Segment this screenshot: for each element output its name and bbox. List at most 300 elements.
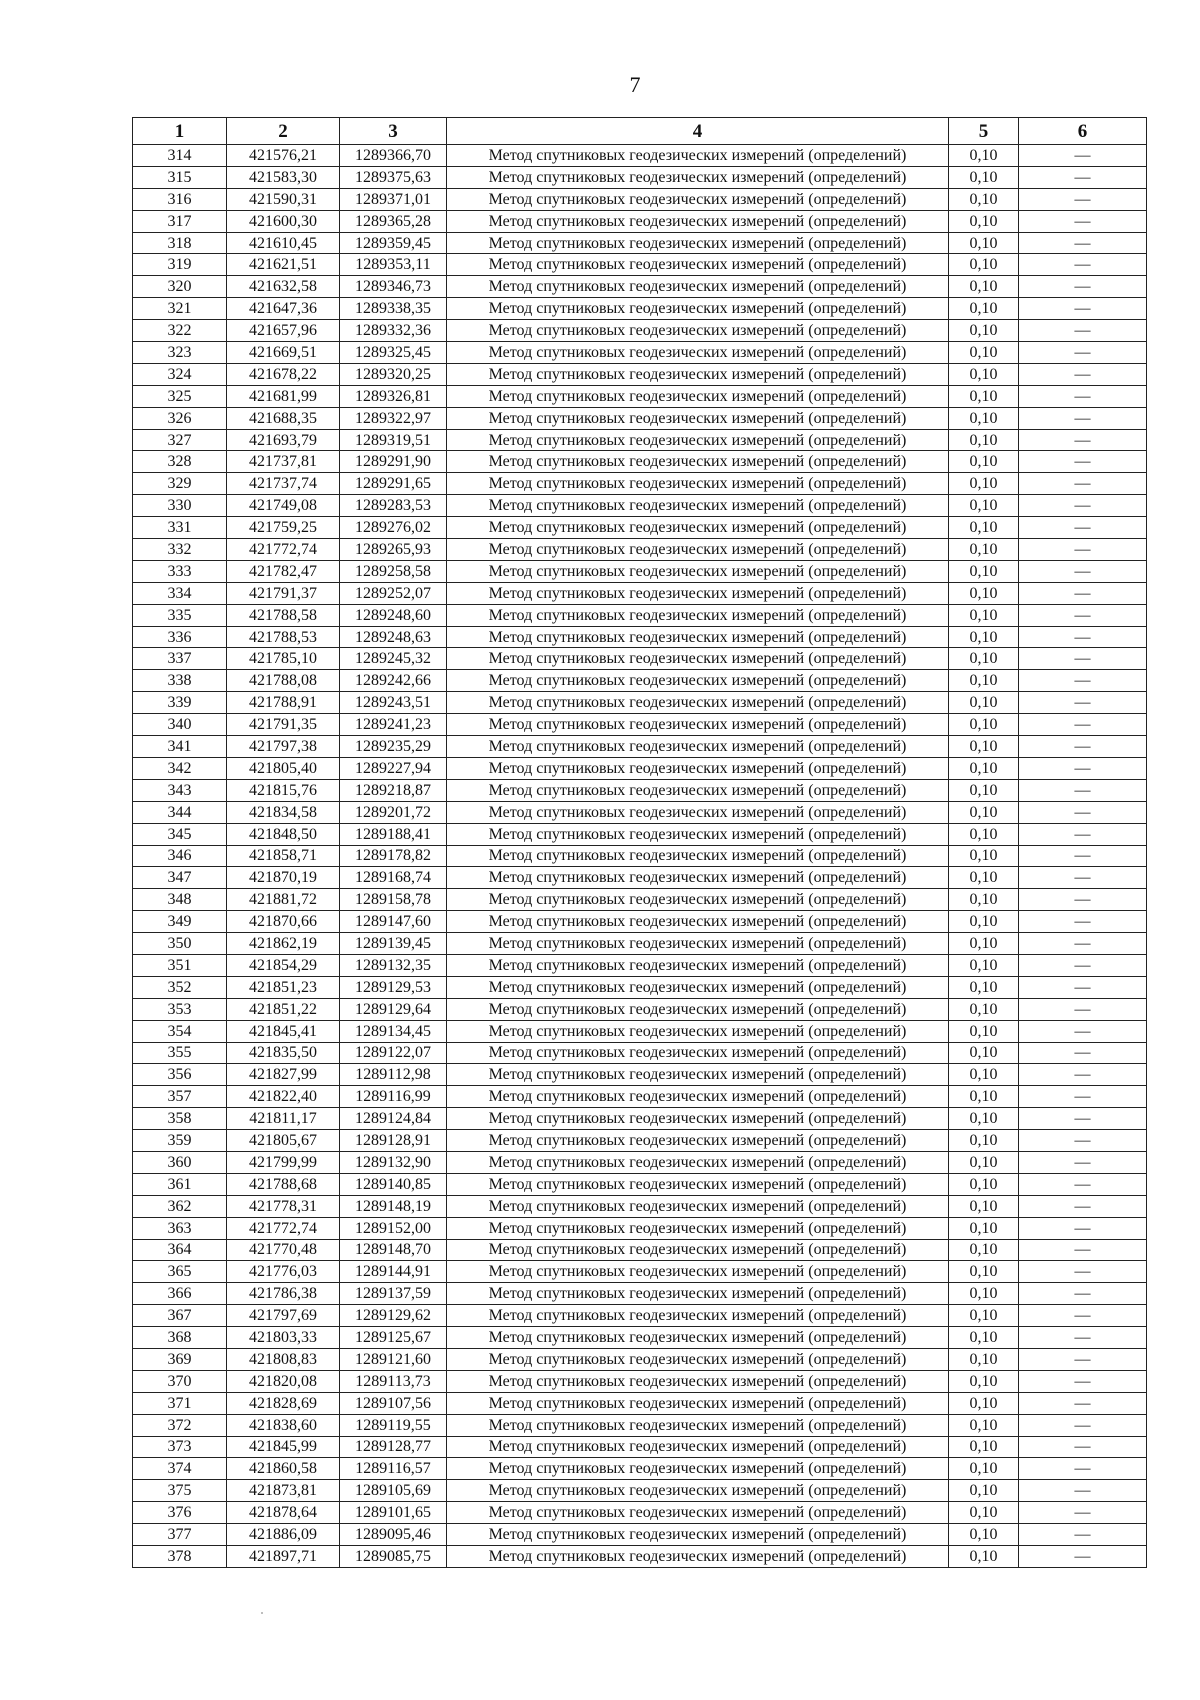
- table-body: [133, 145, 1147, 1568]
- point-number-cell: 335: [133, 604, 227, 626]
- x-coordinate-cell: 421828,69: [227, 1392, 340, 1414]
- point-number-cell: 320: [133, 276, 227, 298]
- accuracy-cell: 0,10: [949, 1370, 1019, 1392]
- point-number-cell: 324: [133, 363, 227, 385]
- accuracy-cell: 0,10: [949, 998, 1019, 1020]
- x-coordinate-cell: 421759,25: [227, 517, 340, 539]
- note-cell: —: [1019, 779, 1147, 801]
- point-number-cell: 333: [133, 560, 227, 582]
- y-coordinate-cell: 1289129,64: [340, 998, 447, 1020]
- table-row: [133, 1020, 1147, 1042]
- page-number: 7: [629, 72, 641, 97]
- table-row: [133, 363, 1147, 385]
- note-cell: —: [1019, 276, 1147, 298]
- point-number-cell: 314: [133, 145, 227, 167]
- table-row: [133, 933, 1147, 955]
- method-cell: Метод спутниковых геодезических измерений (определений): [447, 1524, 949, 1546]
- method-cell: Метод спутниковых геодезических измерений (определений): [447, 1370, 949, 1392]
- y-coordinate-cell: 1289338,35: [340, 298, 447, 320]
- note-cell: —: [1019, 692, 1147, 714]
- table-row: [133, 867, 1147, 889]
- point-number-cell: 356: [133, 1064, 227, 1086]
- x-coordinate-cell: 421576,21: [227, 145, 340, 167]
- point-number-cell: 342: [133, 757, 227, 779]
- method-cell: Метод спутниковых геодезических измерений (определений): [447, 801, 949, 823]
- point-number-cell: 371: [133, 1392, 227, 1414]
- note-cell: —: [1019, 363, 1147, 385]
- point-number-cell: 348: [133, 889, 227, 911]
- y-coordinate-cell: 1289148,19: [340, 1195, 447, 1217]
- x-coordinate-cell: 421786,38: [227, 1283, 340, 1305]
- x-coordinate-cell: 421678,22: [227, 363, 340, 385]
- accuracy-cell: 0,10: [949, 1261, 1019, 1283]
- table-row: [133, 1327, 1147, 1349]
- accuracy-cell: 0,10: [949, 145, 1019, 167]
- x-coordinate-cell: 421681,99: [227, 385, 340, 407]
- y-coordinate-cell: 1289319,51: [340, 429, 447, 451]
- point-number-cell: 345: [133, 823, 227, 845]
- table-row: [133, 670, 1147, 692]
- method-cell: Метод спутниковых геодезических измерений (определений): [447, 429, 949, 451]
- note-cell: —: [1019, 1283, 1147, 1305]
- method-cell: Метод спутниковых геодезических измерений (определений): [447, 714, 949, 736]
- method-cell: Метод спутниковых геодезических измерений (определений): [447, 166, 949, 188]
- method-cell: Метод спутниковых геодезических измерений (определений): [447, 1348, 949, 1370]
- accuracy-cell: 0,10: [949, 429, 1019, 451]
- note-cell: —: [1019, 1151, 1147, 1173]
- table-row: [133, 1195, 1147, 1217]
- point-number-cell: 343: [133, 779, 227, 801]
- method-cell: Метод спутниковых геодезических измерений (определений): [447, 823, 949, 845]
- x-coordinate-cell: 421851,22: [227, 998, 340, 1020]
- note-cell: —: [1019, 845, 1147, 867]
- accuracy-cell: 0,10: [949, 1348, 1019, 1370]
- x-coordinate-cell: 421834,58: [227, 801, 340, 823]
- table-row: [133, 976, 1147, 998]
- x-coordinate-cell: 421688,35: [227, 407, 340, 429]
- y-coordinate-cell: 1289125,67: [340, 1327, 447, 1349]
- x-coordinate-cell: 421827,99: [227, 1064, 340, 1086]
- table-row: [133, 495, 1147, 517]
- point-number-cell: 340: [133, 714, 227, 736]
- table-row: [133, 1348, 1147, 1370]
- table-row: [133, 889, 1147, 911]
- note-cell: —: [1019, 342, 1147, 364]
- accuracy-cell: 0,10: [949, 254, 1019, 276]
- note-cell: —: [1019, 145, 1147, 167]
- note-cell: —: [1019, 1173, 1147, 1195]
- method-cell: Метод спутниковых геодезических измерений (определений): [447, 1130, 949, 1152]
- y-coordinate-cell: 1289148,70: [340, 1239, 447, 1261]
- x-coordinate-cell: 421805,40: [227, 757, 340, 779]
- method-cell: Метод спутниковых геодезических измерений (определений): [447, 495, 949, 517]
- table-row: [133, 648, 1147, 670]
- y-coordinate-cell: 1289129,53: [340, 976, 447, 998]
- accuracy-cell: 0,10: [949, 823, 1019, 845]
- point-number-cell: 337: [133, 648, 227, 670]
- method-cell: Метод спутниковых геодезических измерений (определений): [447, 385, 949, 407]
- y-coordinate-cell: 1289121,60: [340, 1348, 447, 1370]
- table-row: [133, 1239, 1147, 1261]
- x-coordinate-cell: 421600,30: [227, 210, 340, 232]
- note-cell: —: [1019, 298, 1147, 320]
- accuracy-cell: 0,10: [949, 539, 1019, 561]
- method-cell: Метод спутниковых геодезических измерений (определений): [447, 320, 949, 342]
- accuracy-cell: 0,10: [949, 911, 1019, 933]
- y-coordinate-cell: 1289242,66: [340, 670, 447, 692]
- point-number-cell: 358: [133, 1108, 227, 1130]
- method-cell: Метод спутниковых геодезических измерений (определений): [447, 517, 949, 539]
- note-cell: —: [1019, 495, 1147, 517]
- y-coordinate-cell: 1289119,55: [340, 1414, 447, 1436]
- point-number-cell: 361: [133, 1173, 227, 1195]
- method-cell: Метод спутниковых геодезических измерений (определений): [447, 933, 949, 955]
- accuracy-cell: 0,10: [949, 757, 1019, 779]
- accuracy-cell: 0,10: [949, 1217, 1019, 1239]
- point-number-cell: 378: [133, 1546, 227, 1568]
- accuracy-cell: 0,10: [949, 342, 1019, 364]
- table-row: [133, 1524, 1147, 1546]
- note-cell: —: [1019, 1502, 1147, 1524]
- method-cell: Метод спутниковых геодезических измерений (определений): [447, 845, 949, 867]
- x-coordinate-cell: 421851,23: [227, 976, 340, 998]
- y-coordinate-cell: 1289283,53: [340, 495, 447, 517]
- accuracy-cell: 0,10: [949, 1480, 1019, 1502]
- note-cell: —: [1019, 429, 1147, 451]
- column-header: 1: [133, 118, 227, 145]
- table-row: [133, 779, 1147, 801]
- note-cell: —: [1019, 232, 1147, 254]
- y-coordinate-cell: 1289252,07: [340, 582, 447, 604]
- table-row: [133, 1108, 1147, 1130]
- method-cell: Метод спутниковых геодезических измерений (определений): [447, 1436, 949, 1458]
- y-coordinate-cell: 1289265,93: [340, 539, 447, 561]
- y-coordinate-cell: 1289147,60: [340, 911, 447, 933]
- y-coordinate-cell: 1289291,90: [340, 451, 447, 473]
- x-coordinate-cell: 421838,60: [227, 1414, 340, 1436]
- table-row: [133, 954, 1147, 976]
- point-number-cell: 360: [133, 1151, 227, 1173]
- point-number-cell: 317: [133, 210, 227, 232]
- note-cell: —: [1019, 517, 1147, 539]
- y-coordinate-cell: 1289332,36: [340, 320, 447, 342]
- x-coordinate-cell: 421820,08: [227, 1370, 340, 1392]
- note-cell: —: [1019, 736, 1147, 758]
- accuracy-cell: 0,10: [949, 232, 1019, 254]
- note-cell: —: [1019, 976, 1147, 998]
- accuracy-cell: 0,10: [949, 801, 1019, 823]
- x-coordinate-cell: 421860,58: [227, 1458, 340, 1480]
- y-coordinate-cell: 1289258,58: [340, 560, 447, 582]
- x-coordinate-cell: 421788,91: [227, 692, 340, 714]
- table-row: [133, 145, 1147, 167]
- y-coordinate-cell: 1289144,91: [340, 1261, 447, 1283]
- accuracy-cell: 0,10: [949, 976, 1019, 998]
- accuracy-cell: 0,10: [949, 582, 1019, 604]
- y-coordinate-cell: 1289365,28: [340, 210, 447, 232]
- y-coordinate-cell: 1289128,91: [340, 1130, 447, 1152]
- accuracy-cell: 0,10: [949, 1436, 1019, 1458]
- point-number-cell: 353: [133, 998, 227, 1020]
- y-coordinate-cell: 1289235,29: [340, 736, 447, 758]
- method-cell: Метод спутниковых геодезических измерений (определений): [447, 1414, 949, 1436]
- accuracy-cell: 0,10: [949, 1305, 1019, 1327]
- note-cell: —: [1019, 320, 1147, 342]
- note-cell: —: [1019, 714, 1147, 736]
- y-coordinate-cell: 1289320,25: [340, 363, 447, 385]
- note-cell: —: [1019, 1130, 1147, 1152]
- note-cell: —: [1019, 1239, 1147, 1261]
- method-cell: Метод спутниковых геодезических измерений (определений): [447, 954, 949, 976]
- x-coordinate-cell: 421845,99: [227, 1436, 340, 1458]
- y-coordinate-cell: 1289291,65: [340, 473, 447, 495]
- x-coordinate-cell: 421897,71: [227, 1546, 340, 1568]
- y-coordinate-cell: 1289346,73: [340, 276, 447, 298]
- accuracy-cell: 0,10: [949, 1020, 1019, 1042]
- x-coordinate-cell: 421788,08: [227, 670, 340, 692]
- accuracy-cell: 0,10: [949, 385, 1019, 407]
- point-number-cell: 352: [133, 976, 227, 998]
- x-coordinate-cell: 421788,58: [227, 604, 340, 626]
- note-cell: —: [1019, 670, 1147, 692]
- x-coordinate-cell: 421749,08: [227, 495, 340, 517]
- accuracy-cell: 0,10: [949, 714, 1019, 736]
- note-cell: —: [1019, 1195, 1147, 1217]
- y-coordinate-cell: 1289227,94: [340, 757, 447, 779]
- point-number-cell: 375: [133, 1480, 227, 1502]
- note-cell: —: [1019, 757, 1147, 779]
- table-row: [133, 385, 1147, 407]
- table-row: [133, 1414, 1147, 1436]
- method-cell: Метод спутниковых геодезических измерений (определений): [447, 1327, 949, 1349]
- y-coordinate-cell: 1289128,77: [340, 1436, 447, 1458]
- y-coordinate-cell: 1289112,98: [340, 1064, 447, 1086]
- table-row: [133, 1064, 1147, 1086]
- note-cell: —: [1019, 801, 1147, 823]
- table-row: [133, 210, 1147, 232]
- point-number-cell: 369: [133, 1348, 227, 1370]
- table-row: [133, 1370, 1147, 1392]
- method-cell: Метод спутниковых геодезических измерений (определений): [447, 298, 949, 320]
- table-row: [133, 1546, 1147, 1568]
- point-number-cell: 370: [133, 1370, 227, 1392]
- note-cell: —: [1019, 1348, 1147, 1370]
- accuracy-cell: 0,10: [949, 867, 1019, 889]
- note-cell: —: [1019, 604, 1147, 626]
- y-coordinate-cell: 1289129,62: [340, 1305, 447, 1327]
- point-number-cell: 315: [133, 166, 227, 188]
- x-coordinate-cell: 421772,74: [227, 539, 340, 561]
- note-cell: —: [1019, 998, 1147, 1020]
- column-header: 2: [227, 118, 340, 145]
- point-number-cell: 372: [133, 1414, 227, 1436]
- point-number-cell: 368: [133, 1327, 227, 1349]
- y-coordinate-cell: 1289116,99: [340, 1086, 447, 1108]
- y-coordinate-cell: 1289248,63: [340, 626, 447, 648]
- table-row: [133, 626, 1147, 648]
- accuracy-cell: 0,10: [949, 670, 1019, 692]
- table-row: [133, 276, 1147, 298]
- note-cell: —: [1019, 1370, 1147, 1392]
- x-coordinate-cell: 421772,74: [227, 1217, 340, 1239]
- y-coordinate-cell: 1289122,07: [340, 1042, 447, 1064]
- accuracy-cell: 0,10: [949, 1151, 1019, 1173]
- y-coordinate-cell: 1289241,23: [340, 714, 447, 736]
- method-cell: Метод спутниковых геодезических измерений (определений): [447, 145, 949, 167]
- table-row: [133, 1392, 1147, 1414]
- point-number-cell: 366: [133, 1283, 227, 1305]
- point-number-cell: 355: [133, 1042, 227, 1064]
- accuracy-cell: 0,10: [949, 1392, 1019, 1414]
- table-row: [133, 823, 1147, 845]
- point-number-cell: 346: [133, 845, 227, 867]
- accuracy-cell: 0,10: [949, 1327, 1019, 1349]
- point-number-cell: 332: [133, 539, 227, 561]
- note-cell: —: [1019, 1042, 1147, 1064]
- y-coordinate-cell: 1289137,59: [340, 1283, 447, 1305]
- y-coordinate-cell: 1289105,69: [340, 1480, 447, 1502]
- x-coordinate-cell: 421632,58: [227, 276, 340, 298]
- point-number-cell: 316: [133, 188, 227, 210]
- point-number-cell: 321: [133, 298, 227, 320]
- method-cell: Метод спутниковых геодезических измерений (определений): [447, 582, 949, 604]
- x-coordinate-cell: 421808,83: [227, 1348, 340, 1370]
- table-row: [133, 1261, 1147, 1283]
- method-cell: Метод спутниковых геодезических измерений (определений): [447, 1261, 949, 1283]
- accuracy-cell: 0,10: [949, 889, 1019, 911]
- table-row: [133, 429, 1147, 451]
- method-cell: Метод спутниковых геодезических измерений (определений): [447, 1064, 949, 1086]
- table-row: [133, 1436, 1147, 1458]
- method-cell: Метод спутниковых геодезических измерений (определений): [447, 560, 949, 582]
- accuracy-cell: 0,10: [949, 604, 1019, 626]
- x-coordinate-cell: 421805,67: [227, 1130, 340, 1152]
- x-coordinate-cell: 421776,03: [227, 1261, 340, 1283]
- point-number-cell: 373: [133, 1436, 227, 1458]
- accuracy-cell: 0,10: [949, 166, 1019, 188]
- y-coordinate-cell: 1289140,85: [340, 1173, 447, 1195]
- point-number-cell: 367: [133, 1305, 227, 1327]
- accuracy-cell: 0,10: [949, 1458, 1019, 1480]
- point-number-cell: 364: [133, 1239, 227, 1261]
- x-coordinate-cell: 421791,37: [227, 582, 340, 604]
- coordinates-table: [132, 117, 1147, 1568]
- point-number-cell: 376: [133, 1502, 227, 1524]
- note-cell: —: [1019, 933, 1147, 955]
- accuracy-cell: 0,10: [949, 1108, 1019, 1130]
- y-coordinate-cell: 1289085,75: [340, 1546, 447, 1568]
- point-number-cell: 344: [133, 801, 227, 823]
- accuracy-cell: 0,10: [949, 1195, 1019, 1217]
- table-row: [133, 692, 1147, 714]
- table-row: [133, 998, 1147, 1020]
- y-coordinate-cell: 1289359,45: [340, 232, 447, 254]
- table-row: [133, 1480, 1147, 1502]
- x-coordinate-cell: 421737,74: [227, 473, 340, 495]
- method-cell: Метод спутниковых геодезических измерений (определений): [447, 976, 949, 998]
- note-cell: —: [1019, 889, 1147, 911]
- x-coordinate-cell: 421669,51: [227, 342, 340, 364]
- method-cell: Метод спутниковых геодезических измерений (определений): [447, 736, 949, 758]
- x-coordinate-cell: 421873,81: [227, 1480, 340, 1502]
- note-cell: —: [1019, 1524, 1147, 1546]
- method-cell: Метод спутниковых геодезических измерений (определений): [447, 188, 949, 210]
- note-cell: —: [1019, 1458, 1147, 1480]
- accuracy-cell: 0,10: [949, 210, 1019, 232]
- table-row: [133, 1305, 1147, 1327]
- x-coordinate-cell: 421803,33: [227, 1327, 340, 1349]
- x-coordinate-cell: 421621,51: [227, 254, 340, 276]
- method-cell: Метод спутниковых геодезических измерений (определений): [447, 779, 949, 801]
- table-row: [133, 298, 1147, 320]
- note-cell: —: [1019, 1414, 1147, 1436]
- point-number-cell: 350: [133, 933, 227, 955]
- point-number-cell: 341: [133, 736, 227, 758]
- method-cell: Метод спутниковых геодезических измерений (определений): [447, 1086, 949, 1108]
- note-cell: —: [1019, 648, 1147, 670]
- method-cell: Метод спутниковых геодезических измерений (определений): [447, 1283, 949, 1305]
- method-cell: Метод спутниковых геодезических измерений (определений): [447, 1239, 949, 1261]
- accuracy-cell: 0,10: [949, 933, 1019, 955]
- y-coordinate-cell: 1289101,65: [340, 1502, 447, 1524]
- note-cell: —: [1019, 1546, 1147, 1568]
- point-number-cell: 362: [133, 1195, 227, 1217]
- table-row: [133, 232, 1147, 254]
- accuracy-cell: 0,10: [949, 495, 1019, 517]
- method-cell: Метод спутниковых геодезических измерений (определений): [447, 342, 949, 364]
- method-cell: Метод спутниковых геодезических измерений (определений): [447, 1195, 949, 1217]
- accuracy-cell: 0,10: [949, 1130, 1019, 1152]
- y-coordinate-cell: 1289113,73: [340, 1370, 447, 1392]
- point-number-cell: 357: [133, 1086, 227, 1108]
- note-cell: —: [1019, 954, 1147, 976]
- note-cell: —: [1019, 1305, 1147, 1327]
- accuracy-cell: 0,10: [949, 473, 1019, 495]
- note-cell: —: [1019, 539, 1147, 561]
- table-row: [133, 1042, 1147, 1064]
- method-cell: Метод спутниковых геодезических измерений (определений): [447, 210, 949, 232]
- note-cell: —: [1019, 166, 1147, 188]
- method-cell: Метод спутниковых геодезических измерений (определений): [447, 1217, 949, 1239]
- accuracy-cell: 0,10: [949, 451, 1019, 473]
- point-number-cell: 322: [133, 320, 227, 342]
- x-coordinate-cell: 421788,53: [227, 626, 340, 648]
- x-coordinate-cell: 421848,50: [227, 823, 340, 845]
- note-cell: —: [1019, 1064, 1147, 1086]
- x-coordinate-cell: 421782,47: [227, 560, 340, 582]
- x-coordinate-cell: 421657,96: [227, 320, 340, 342]
- point-number-cell: 365: [133, 1261, 227, 1283]
- note-cell: —: [1019, 1217, 1147, 1239]
- table-row: [133, 1283, 1147, 1305]
- y-coordinate-cell: 1289245,32: [340, 648, 447, 670]
- x-coordinate-cell: 421862,19: [227, 933, 340, 955]
- y-coordinate-cell: 1289152,00: [340, 1217, 447, 1239]
- point-number-cell: 318: [133, 232, 227, 254]
- table-row: [133, 517, 1147, 539]
- scan-speck: [261, 1612, 263, 1614]
- method-cell: Метод спутниковых геодезических измерений (определений): [447, 473, 949, 495]
- table-row: [133, 342, 1147, 364]
- method-cell: Метод спутниковых геодезических измерений (определений): [447, 1546, 949, 1568]
- x-coordinate-cell: 421797,69: [227, 1305, 340, 1327]
- method-cell: Метод спутниковых геодезических измерений (определений): [447, 1502, 949, 1524]
- table-header-row: [133, 118, 1147, 145]
- accuracy-cell: 0,10: [949, 692, 1019, 714]
- x-coordinate-cell: 421870,66: [227, 911, 340, 933]
- accuracy-cell: 0,10: [949, 560, 1019, 582]
- point-number-cell: 347: [133, 867, 227, 889]
